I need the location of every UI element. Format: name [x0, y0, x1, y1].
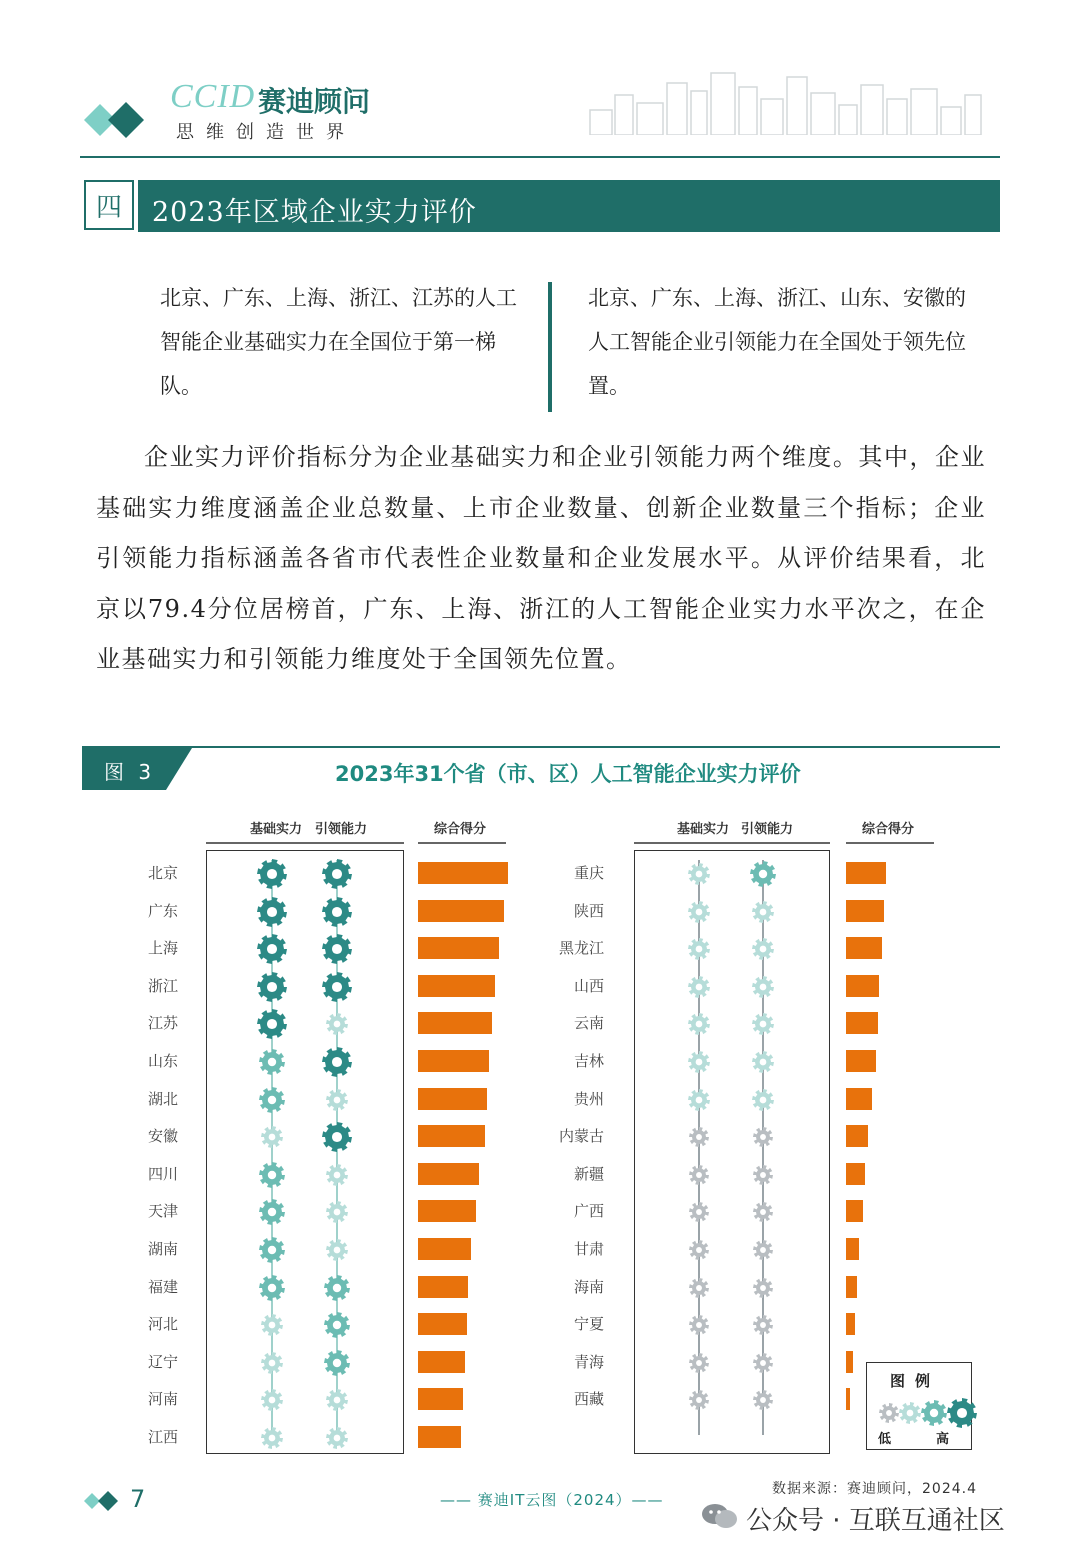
legend-gear-icon: [878, 1402, 900, 1424]
legend-high-label: 高: [936, 1432, 950, 1447]
left-province-label: 辽宁: [147, 1352, 178, 1371]
left-score-bar: [418, 1351, 465, 1373]
left-gear-lead: [325, 1238, 349, 1262]
right-province-label: 陕西: [573, 901, 604, 920]
right-score-bar: [846, 1388, 850, 1410]
right-gear-basic: [688, 1239, 710, 1261]
ccid-logo-icon: [82, 98, 152, 142]
left-province-label: 安徽: [147, 1127, 178, 1146]
left-score-bar: [418, 1313, 467, 1335]
section-title: 2023年区域企业实力评价: [152, 197, 477, 228]
left-gear-lead: [325, 1012, 349, 1036]
right-score-bar: [846, 862, 886, 884]
left-gear-basic: [258, 1161, 286, 1189]
left-gear-basic: [260, 1313, 284, 1337]
left-gear-lead: [321, 1046, 353, 1078]
highlight-divider: [548, 282, 552, 412]
right-score-bar: [846, 1088, 872, 1110]
left-gear-basic: [256, 896, 288, 928]
wechat-account: 公众号 · 互联互通社区: [746, 1506, 1005, 1536]
left-gear-basic: [256, 971, 288, 1003]
left-panel-frame: [206, 850, 404, 1454]
brand-chinese: 赛迪顾问: [258, 85, 371, 118]
left-gear-lead: [325, 1200, 349, 1224]
section-number: 四: [84, 180, 134, 230]
left-gear-lead: [323, 1311, 351, 1339]
right-gear-basic: [688, 1352, 710, 1374]
body-paragraph: 企业实力评价指标分为企业基础实力和企业引领能力两个维度。其中，企业基础实力维度涵盖企业总数量、上市企业数量、创新企业数量三个指标；企业引领能力指标涵盖各省市代表性企业数量和企业发展水平。从评价结果看，北京以79.4分位居榜首，广东、上海、浙江的人工智能企业实力水平次之，在企业基础实力和引领能力维度处于全国领先位置。: [96, 443, 986, 673]
left-gear-basic: [260, 1388, 284, 1412]
legend-gear-icon: [946, 1397, 978, 1429]
left-province-label: 山东: [147, 1052, 178, 1070]
right-gear-basic: [687, 1050, 711, 1074]
right-gear-lead: [751, 975, 775, 999]
highlight-left: 北京、广东、上海、浙江、江苏的人工智能企业基础实力在全国位于第一梯队。: [160, 286, 517, 398]
left-province-label: 浙江: [147, 976, 178, 995]
figure-rule: [82, 746, 1000, 748]
left-gear-lead: [323, 1274, 351, 1302]
right-province-label: 西藏: [573, 1390, 604, 1409]
right-panel-frame: [634, 850, 830, 1454]
left-score-bar: [418, 1050, 489, 1072]
right-score-bar: [846, 1313, 855, 1335]
left-province-label: 湖南: [147, 1240, 178, 1258]
left-gear-basic: [258, 1048, 286, 1076]
right-gear-lead: [749, 860, 777, 888]
left-province-label: 江苏: [147, 1014, 178, 1033]
left-gear-basic: [256, 1008, 288, 1040]
right-province-label: 青海: [573, 1352, 604, 1371]
right-gear-basic: [688, 1164, 710, 1186]
right-province-label: 云南: [573, 1014, 604, 1033]
left-gear-lead: [325, 1163, 349, 1187]
left-score-bar: [418, 1125, 485, 1147]
left-province-label: 福建: [147, 1277, 178, 1296]
right-gear-basic: [688, 1201, 710, 1223]
left-score-bar: [418, 900, 504, 922]
left-gear-lead: [321, 933, 353, 965]
right-province-label: 新疆: [573, 1164, 604, 1183]
left-province-label: 北京: [147, 864, 178, 882]
right-province-label: 重庆: [573, 864, 604, 882]
right-score-bar: [846, 1276, 857, 1298]
right-gear-basic: [688, 1126, 710, 1148]
page-arrow-icon: [84, 1490, 120, 1512]
legend-gear-icon: [898, 1401, 922, 1425]
legend-gear-icon: [920, 1399, 948, 1427]
figure-label: 图 3: [104, 760, 156, 784]
left-head-arrow-1: [206, 842, 404, 844]
right-gear-lead: [751, 900, 775, 924]
left-score-bar: [418, 1163, 479, 1185]
left-province-label: 河南: [147, 1390, 178, 1409]
right-gear-lead: [751, 1012, 775, 1036]
right-gear-basic: [687, 975, 711, 999]
right-head-arrow-1: [634, 842, 830, 844]
right-score-bar: [846, 1200, 863, 1222]
right-score-bar: [846, 975, 879, 997]
right-province-label: 海南: [573, 1277, 604, 1296]
left-gear-basic: [260, 1351, 284, 1375]
right-province-label: 贵州: [573, 1089, 604, 1108]
left-province-label: 河北: [147, 1315, 178, 1334]
right-score-bar: [846, 1163, 865, 1185]
left-gear-basic: [258, 1198, 286, 1226]
left-score-bar: [418, 937, 499, 959]
data-source: 数据来源：赛迪顾问，2024.4: [772, 1481, 977, 1497]
right-province-label: 甘肃: [573, 1240, 604, 1258]
left-score-bar: [418, 1426, 461, 1448]
right-gear-basic: [688, 1277, 710, 1299]
left-gear-basic: [258, 1274, 286, 1302]
left-head-basic: 基础实力: [250, 822, 303, 837]
brand-english: CCID: [170, 78, 256, 115]
left-province-label: 上海: [147, 939, 178, 958]
left-score-bar: [418, 1388, 463, 1410]
left-gear-basic: [258, 1086, 286, 1114]
right-gear-lead: [752, 1277, 774, 1299]
left-score-bar: [418, 1276, 468, 1298]
figure-title: 2023年31个省（市、区）人工智能企业实力评价: [335, 762, 801, 786]
right-province-label: 宁夏: [573, 1315, 604, 1334]
right-gear-lead: [751, 1050, 775, 1074]
right-head-lead: 引领能力: [741, 822, 794, 837]
left-score-bar: [418, 1012, 492, 1034]
right-gear-basic: [688, 1389, 710, 1411]
left-province-label: 四川: [147, 1164, 178, 1183]
left-province-label: 广东: [147, 901, 178, 920]
left-score-bar: [418, 1200, 476, 1222]
right-province-label: 山西: [573, 976, 604, 995]
city-skyline-icon: [585, 65, 985, 135]
left-gear-basic: [256, 933, 288, 965]
right-gear-lead: [752, 1389, 774, 1411]
right-score-bar: [846, 1050, 876, 1072]
left-gear-basic: [260, 1426, 284, 1450]
right-gear-lead: [752, 1314, 774, 1336]
right-gear-basic: [688, 1314, 710, 1336]
wechat-icon: [700, 1502, 740, 1530]
right-gear-lead: [752, 1352, 774, 1374]
right-score-bar: [846, 937, 882, 959]
left-gear-basic: [260, 1125, 284, 1149]
right-province-label: 黑龙江: [558, 939, 604, 958]
right-head-score: 综合得分: [862, 822, 915, 837]
left-gear-lead: [325, 1088, 349, 1112]
right-gear-basic: [687, 862, 711, 886]
left-head-arrow-2: [418, 842, 506, 844]
right-score-bar: [846, 1125, 868, 1147]
right-gear-basic: [687, 1088, 711, 1112]
left-gear-lead: [325, 1388, 349, 1412]
right-score-bar: [846, 1012, 878, 1034]
left-gear-lead: [321, 896, 353, 928]
right-gear-lead: [751, 937, 775, 961]
left-head-lead: 引领能力: [315, 822, 368, 837]
right-gear-lead: [752, 1126, 774, 1148]
left-gear-basic: [256, 858, 288, 890]
left-province-label: 湖北: [147, 1089, 178, 1108]
right-province-label: 广西: [573, 1202, 604, 1221]
highlight-right: 北京、广东、上海、浙江、山东、安徽的人工智能企业引领能力在全国处于领先位置。: [588, 286, 966, 398]
right-gear-lead: [751, 1088, 775, 1112]
left-gear-lead: [325, 1426, 349, 1450]
left-gear-basic: [258, 1236, 286, 1264]
left-gear-lead: [321, 1121, 353, 1153]
right-score-bar: [846, 1238, 859, 1260]
left-score-bar: [418, 975, 495, 997]
right-gear-lead: [752, 1164, 774, 1186]
right-score-bar: [846, 1351, 853, 1373]
left-province-label: 江西: [147, 1428, 178, 1446]
left-score-bar: [418, 862, 508, 884]
right-gear-basic: [687, 1012, 711, 1036]
left-head-score: 综合得分: [434, 822, 487, 837]
right-gear-basic: [687, 937, 711, 961]
footer-center: —— 赛迪IT云图（2024）——: [440, 1491, 664, 1509]
right-head-arrow-2: [846, 842, 934, 844]
page-number: 7: [130, 1485, 146, 1513]
right-score-bar: [846, 900, 884, 922]
right-gear-lead: [752, 1239, 774, 1261]
left-score-bar: [418, 1088, 487, 1110]
left-province-label: 天津: [147, 1202, 178, 1221]
left-gear-lead: [323, 1349, 351, 1377]
right-gear-lead: [752, 1201, 774, 1223]
right-gear-basic: [687, 900, 711, 924]
right-head-basic: 基础实力: [677, 822, 730, 837]
legend-low-label: 低: [878, 1432, 892, 1447]
legend-title: 图例: [890, 1372, 941, 1390]
right-province-label: 吉林: [573, 1052, 604, 1070]
left-gear-lead: [321, 971, 353, 1003]
left-gear-lead: [321, 858, 353, 890]
brand-slogan: 思维创造世界: [176, 122, 356, 143]
header-divider: [80, 156, 1000, 158]
left-score-bar: [418, 1238, 471, 1260]
right-province-label: 内蒙古: [558, 1127, 604, 1146]
